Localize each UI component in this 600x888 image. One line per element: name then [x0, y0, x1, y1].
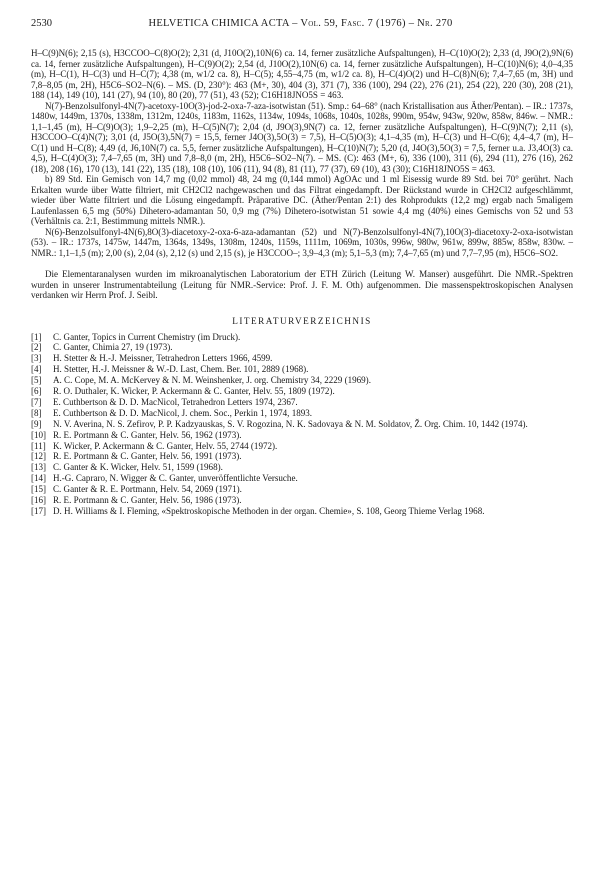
reference-item [31, 506, 573, 517]
reference-list [31, 332, 573, 517]
reference-text: D. H. Williams & I. Fleming, «Spektroskopische Methoden in der organ. Chemie», S. 108, Georg Thieme Verlag 1968. [53, 506, 485, 516]
reference-item [31, 462, 573, 473]
reference-text: H.-G. Capraro, N. Wigger & C. Ganter, unveröffentlichte Versuche. [53, 473, 298, 484]
reference-number: [14] [31, 473, 47, 484]
reference-number: [7] [31, 396, 42, 407]
reference-text: K. Wicker, P. Ackermann & C. Ganter, Helv. 55, 2744 (1972). [53, 440, 278, 451]
reference-number: [15] [31, 484, 47, 495]
reference-text: H. Stetter, H.-J. Meissner & W.-D. Last, Chem. Ber. 101, 2889 (1968). [53, 364, 309, 375]
reference-number: [8] [31, 407, 42, 418]
reference-text: C. Ganter & K. Wicker, Helv. 51, 1599 (1968). [53, 462, 223, 473]
reference-number: [13] [31, 462, 47, 473]
reference-text: C. Ganter, Topics in Current Chemistry (im Druck). [53, 331, 241, 342]
reference-item [31, 342, 573, 353]
reference-text: R. E. Portmann & C. Ganter, Helv. 56, 1962 (1973). [53, 429, 242, 440]
reference-text: N. V. Averina, N. S. Zefirov, P. P. Kadzyauskas, S. V. Rogozina, N. K. Sadovaya & N. M. Soldatov, Ž. Org. Chim. 10, 1442 (1974). [53, 418, 528, 429]
reference-text: R. O. Duthaler, K. Wicker, P. Ackermann & C. Ganter, Helv. 55, 1809 (1972). [53, 386, 335, 397]
reference-item [31, 451, 573, 462]
page-number: 2530 [31, 18, 52, 29]
reference-item [31, 364, 573, 375]
journal-page [31, 18, 573, 517]
paragraph-compounds-52-53: N(6)-Benzolsulfonyl-4N(6),8O(3)-diacetoxy-2-oxa-6-aza-adamantan (52) und N(7)-Benzolsulfonyl-4N(7),10O(3)-diacetoxy-2-oxa-isotwistan (53). – IR.: 1737s, 1475w, 1447m, 1364s, 1349s, 1308m, 1240s, 1159s, 1111m, 1069m, 1030s, 996w, 980w, 961w, 899w, 885w, 858w, 830w. – NMR.: 1,1–1,5 (m); 2,00 (s), 2,04 (s), 2,12 (s) und 2,15 (s), je H3CCOO–; 3,9–4,3 (m); 5,1–5,3 (m); 7,4–7,65 (m) und 7,7–7,95 (m), H5C6–SO2. [31, 226, 573, 258]
paragraph-acknowledgements: Die Elementaranalysen wurden im mikroanalytischen Laboratorium der ETH Zürich (Leitung W. Manser) ausgeführt. Die NMR.-Spektren wurden in unserer Instrumentabteilung (Leitung für NMR.-Service: Prof. J. F. M. Oth) aufgenommen. Die massenspektroskopischen Analysen verdanken wir Herrn Prof. J. Seibl. [31, 269, 573, 300]
reference-item [31, 332, 573, 343]
reference-number: [12] [31, 451, 47, 462]
page-header [31, 18, 573, 32]
reference-text: H. Stetter & H.-J. Meissner, Tetrahedron Letters 1966, 4599. [53, 353, 273, 364]
experimental-section [31, 48, 573, 301]
reference-text: E. Cuthbertson & D. D. MacNicol, Tetrahedron Letters 1974, 2367. [53, 396, 298, 407]
reference-number: [11] [31, 440, 46, 451]
reference-number: [3] [31, 353, 42, 364]
reference-item [31, 473, 573, 484]
reference-item [31, 484, 573, 495]
reference-number: [16] [31, 495, 47, 506]
running-head: HELVETICA CHIMICA ACTA – Vol. 59, Fasc. 7 (1976) – Nr. 270 [148, 18, 453, 29]
reference-item [31, 495, 573, 506]
reference-item [31, 430, 573, 441]
reference-item [31, 397, 573, 408]
reference-number: [1] [31, 331, 42, 342]
reference-number: [17] [31, 506, 47, 516]
reference-number: [9] [31, 418, 42, 429]
reference-number: [2] [31, 342, 42, 353]
reference-item [31, 386, 573, 397]
reference-number: [4] [31, 364, 42, 375]
reference-item [31, 375, 573, 386]
reference-number: [6] [31, 386, 42, 397]
reference-text: E. Cuthbertson & D. D. MacNicol, J. chem. Soc., Perkin 1, 1974, 1893. [53, 407, 313, 418]
reference-text: R. E. Portmann & C. Ganter, Helv. 56, 1991 (1973). [53, 451, 242, 462]
reference-item [31, 408, 573, 419]
paragraph-compound-51: N(7)-Benzolsulfonyl-4N(7)-acetoxy-10O(3)-jod-2-oxa-7-aza-isotwistan (51). Smp.: 64–68° (nach Kristallisation aus Äther/Pentan). – IR.: 1737s, 1480w, 1449m, 1370s, 1338m, 1312m, 1240s, 1183m, 1162s, 1134w, 1094s, 1068s, 1040s, 1028s, 990m, 954w, 943w, 920w, 858w, 846w. – NMR.: 1,1–1,45 (m), H–C(9)O(3); 1,9–2,25 (m), H–C(5)N(7); 2,04 (d, J9O(3),9N(7) ca. 12, ferner zusätzliche Aufspaltungen), H–C(9)N(7); 2,11 (s), H3CCOO–C(4)N(7); 3,01 (d, J5O(3),5N(7) = 15,5, ferner J4O(3),5O(3) = 7,5), H–C(5)O(3); 4,1–4,35 (m), H–C(3) und H–C(6); 4,4–4,7 (m), H–C(1) und H–C(8); 4,49 (d, J6,10N(7) ca. 5,5, ferner zusätzliche Aufspaltungen), H–C(10)N(7); 5,20 (d, J4O(3),5O(3) = 7,5, ferner u.a. J3,4O(3) ca. 4,5), H–C(4)O(3); 7,4–7,65 (m, 3H) und 7,8–8,0 (m, 2H), H5C6–SO2–N(7). – MS. (C): 463 (M+, 6), 336 (100), 311 (6), 294 (11), 276 (16), 262 (18), 208 (16), 170 (13), 141 (22), 135 (18), 108 (10), 106 (11), 94 (8), 81 (11), 77 (37), 69 (10), 43 (30); C16H18JNO5S = 463. [31, 100, 573, 174]
reference-item [31, 419, 573, 430]
header-spacer [549, 18, 573, 32]
reference-number: [10] [31, 429, 47, 440]
reference-text: R. E. Portmann & C. Ganter, Helv. 56, 1986 (1973). [53, 495, 242, 506]
reference-text: C. Ganter & R. E. Portmann, Helv. 54, 2069 (1971). [53, 484, 242, 495]
reference-number: [5] [31, 375, 42, 386]
reference-item [31, 353, 573, 364]
reference-text: A. C. Cope, M. A. McKervey & N. M. Weinshenker, J. org. Chemistry 34, 2229 (1969). [53, 375, 371, 386]
reference-text: C. Ganter, Chimia 27, 19 (1973). [53, 342, 173, 353]
paragraph-procedure-b: b) 89 Std. Ein Gemisch von 14,7 mg (0,02 mmol) 48, 24 mg (0,144 mmol) AgOAc und 1 ml Eisessig wurde 89 Std. bei 70° gerührt. Nach Erkalten wurde über Watte filtriert, mit CH2Cl2 nachgewaschen und das Filtrat eingedampft. Der Rückstand wurde in CH2Cl2 aufgeschlämmt, wieder über Watte filtriert und die Lösung eingedampft. Präparative DC. (Äther/Pentan 2:1) des Rohprodukts (12,2 mg) ergab nach 5maligem Laufenlassen 6,5 mg (50%) Dihetero-adamantan 50, 0,9 mg (7%) Dihetero-isotwistan 51 sowie 4,4 mg (40%) eines Gemischs von 52 und 53 (Verhältnis ca. 2:1, Bestimmung mittels NMR.). [31, 174, 573, 226]
reference-item [31, 441, 573, 452]
references-title: LITERATURVERZEICHNIS [232, 315, 372, 326]
paragraph-nmr-ms-data: H–C(9)N(6); 2,15 (s), H3CCOO–C(8)O(2); 2,31 (d, J10O(2),10N(6) ca. 14, ferner zusätzliche Aufspaltungen), H–C(10)O(2); 2,33 (d, J9O(2),9N(6) ca. 14, ferner zusätzliche Aufspaltungen), H–C(9)O(2); 2,54 (d, J10O(2),10N(6) ca. 14, ferner zusätzliche Aufspaltungen), H–C(10)N(6); 4,0–4,35 (m), H–C(1), H–C(3) und H–C(7); 4,38 (m, w1/2 ca. 8), H–C(5); 4,55–4,75 (m, w1/2 ca. 8), H–C(4)O(2) und H–C(8)N(6); 7,4–7,65 (m, 3H) und 7,8–8,05 (m, 2H), H5C6–SO2–N(6). – MS. (D, 230°): 463 (M+, 30), 404 (3), 371 (7), 336 (100), 294 (22), 276 (21), 254 (22), 220 (30), 208 (21), 188 (14), 149 (10), 141 (27), 94 (10), 80 (20), 77 (51), 43 (52); C16H18JNO5S = 463. [31, 48, 573, 100]
